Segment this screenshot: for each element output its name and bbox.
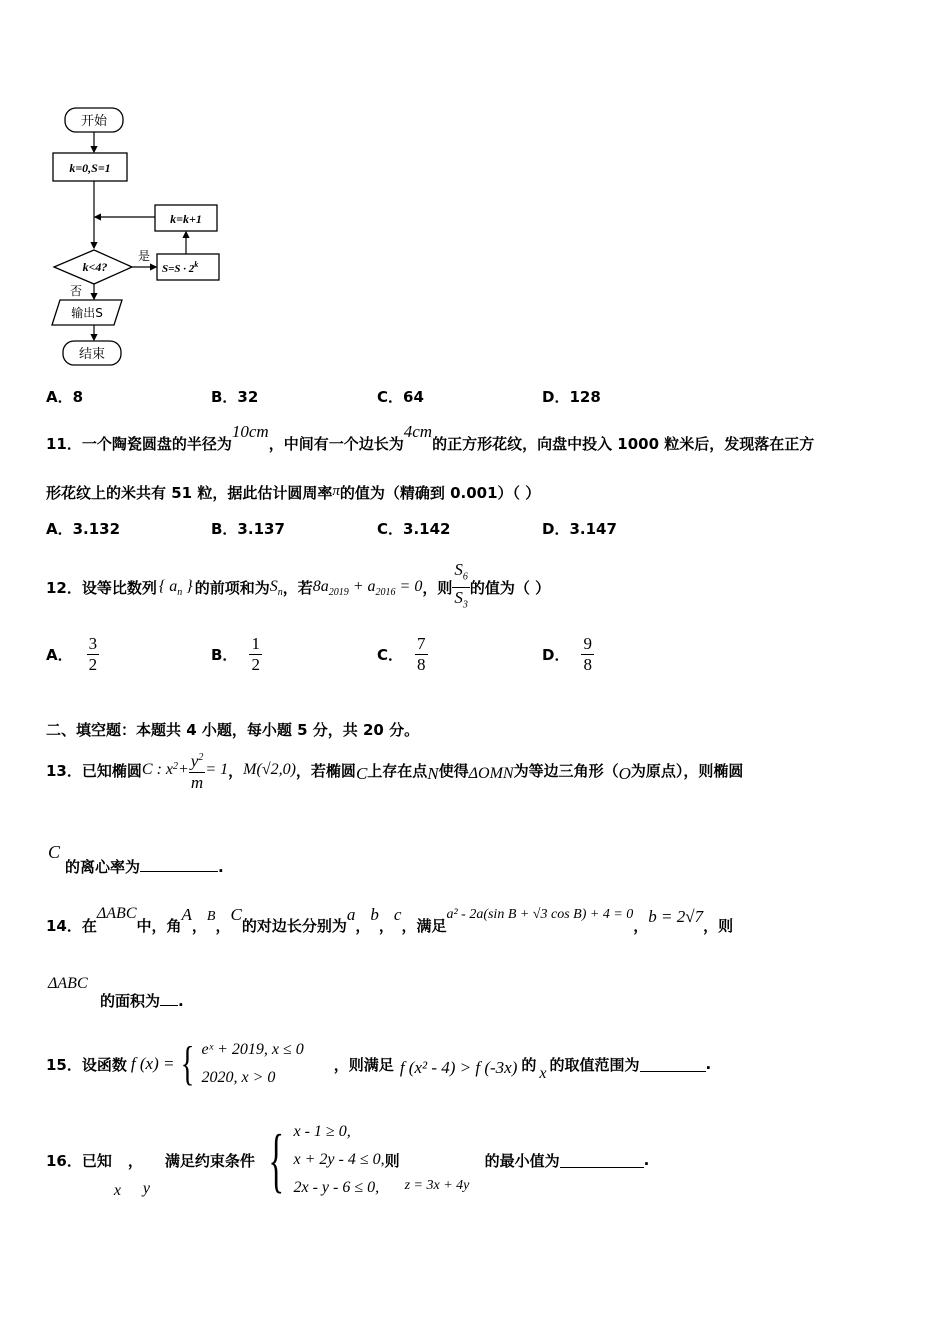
q11-option-c: C．3.142 xyxy=(377,520,451,538)
q16-line: 16． 已知 x ， y 满足约束条件 { x - 1 ≥ 0, x + 2y - 4 ≤ 0, 2x - y - 6 ≤ 0, 则 z = 3x + 4y 的最小值为 . xyxy=(46,1120,650,1200)
q11-option-b: B．3.137 xyxy=(211,520,285,538)
flowchart-diagram xyxy=(40,100,240,370)
q12-sequence: { $a_n$ } xyxy=(158,577,193,598)
q14-b-value: b = 2√7 xyxy=(648,907,704,926)
flowchart-update-label: $S=S \cdot 2^k$ xyxy=(162,260,199,275)
flowchart-end-label: 结束 xyxy=(78,347,106,362)
q11-radius: 10cm xyxy=(231,422,269,441)
q12-condition: $8a_{2019} + a_{2016} = 0$ xyxy=(312,577,423,598)
flowchart-increment-label: k=k+1 xyxy=(170,212,202,226)
q16-answer-blank[interactable] xyxy=(560,1153,644,1168)
q10-option-d: D．128 xyxy=(542,388,601,406)
q14-equation: a² - 2a(sin B + √3 cos B) + 4 = 0 xyxy=(446,907,634,922)
q15-answer-blank[interactable] xyxy=(640,1057,706,1072)
q15-function: f (x) = xyxy=(130,1054,175,1073)
q11-pi: π xyxy=(332,483,340,499)
q10-option-b: B．32 xyxy=(211,388,259,406)
q11-line1: 11．一个陶瓷圆盘的半径为10cm，中间有一个边长为4cm的正方形花纹，向盘中投入 1000 粒米后，发现落在正方 xyxy=(46,422,815,453)
flowchart-condition-label: k<4? xyxy=(82,260,108,274)
section-heading: 二、填空题：本题共 4 小题，每小题 5 分，共 20 分。 xyxy=(46,721,420,739)
q11-side: 4cm xyxy=(403,422,433,441)
q12-number: 12． xyxy=(46,579,82,598)
q12-sum: $S_n$ xyxy=(269,577,283,598)
q11-option-d: D．3.147 xyxy=(542,520,617,538)
flowchart-init-label: k=0,S=1 xyxy=(69,161,111,175)
q14-line2: 的面积为 . xyxy=(100,992,184,1010)
q14-line2-triangle: ΔABC xyxy=(48,975,88,992)
flowchart-start-label: 开始 xyxy=(80,114,108,129)
q12-option-a: A． $\frac{3}{2}$ xyxy=(46,634,98,674)
q15-line: 15． 设函数 f (x) = { eˣ + 2019, x ≤ 0 2020, x > 0 ，则满足 f (x² - 4) > f (-3x) 的 x 的取值范围为 . xyxy=(46,1037,712,1090)
q12-stem: 12． 设等比数列 { $a_n$ } 的前项和为 $S_n$ ，若 $8a_{2019} + a_{2016} = 0$ ，则 $\frac{S_6}{S_3}$ 的值为（ ） xyxy=(46,560,550,616)
q13-line2-c: C xyxy=(48,842,61,862)
flowchart-yes-label: 是 xyxy=(138,249,151,263)
q13-ellipse: C : x $^2$ + $\frac{y^2}{m}$ = 1 xyxy=(142,748,228,793)
q11-line2: 形花纹上的米共有 51 粒，据此估计圆周率π的值为（精确到 0.001）（ ） xyxy=(46,483,541,502)
q12-option-d: D． $\frac{9}{8}$ xyxy=(542,634,592,674)
q12-ratio: $\frac{S_6}{S_3}$ xyxy=(454,560,468,611)
q13-line1: 13． 已知椭圆 C : x $^2$ + $\frac{y^2}{m}$ = 1 ， M(√2,0) ，若椭圆 C 上存在点 N 使得 ΔOMN 为等边三角形（ O 为原点），则椭圆 xyxy=(46,748,743,793)
q11-option-a: A．3.132 xyxy=(46,520,121,538)
q14-line1: 14． 在 ΔABC 中，角 A ， B ， C 的对边长分别为 a ， b ， c ，满足 a² - 2a(sin B + √3 cos B) + 4 = 0 ， b = 2√7 ，则 xyxy=(46,905,734,935)
q13-point-m: M(√2,0) xyxy=(243,761,296,779)
q16-objective: z = 3x + 4y xyxy=(404,1178,470,1193)
q16-constraint-1: x - 1 ≥ 0, xyxy=(293,1123,351,1140)
q16-constraint-2: x + 2y - 4 ≤ 0, xyxy=(293,1151,385,1168)
q12-option-c: C． $\frac{7}{8}$ xyxy=(377,634,426,674)
q15-case2: 2020, x > 0 xyxy=(201,1069,276,1086)
flowchart-output-label: 输出S xyxy=(71,306,103,320)
q15-case1: eˣ + 2019, x ≤ 0 xyxy=(201,1041,304,1058)
q14-answer-blank[interactable] xyxy=(160,991,178,1006)
q13-line2: 的离心率为 . xyxy=(65,858,224,876)
q14-number: 14． xyxy=(46,917,82,935)
q16-constraint-3: 2x - y - 6 ≤ 0, xyxy=(293,1179,380,1196)
q11-number: 11． xyxy=(46,435,82,453)
q13-number: 13． xyxy=(46,761,82,780)
q15-number: 15． xyxy=(46,1055,82,1074)
q12-option-b: B． $\frac{1}{2}$ xyxy=(211,634,260,674)
flowchart-no-label: 否 xyxy=(70,284,83,298)
q10-option-c: C．64 xyxy=(377,388,424,406)
q15-inequality: f (x² - 4) > f (-3x) xyxy=(399,1058,518,1077)
q16-number: 16． xyxy=(46,1151,82,1170)
q10-option-a: A．8 xyxy=(46,388,84,406)
q13-answer-blank[interactable] xyxy=(140,857,218,872)
